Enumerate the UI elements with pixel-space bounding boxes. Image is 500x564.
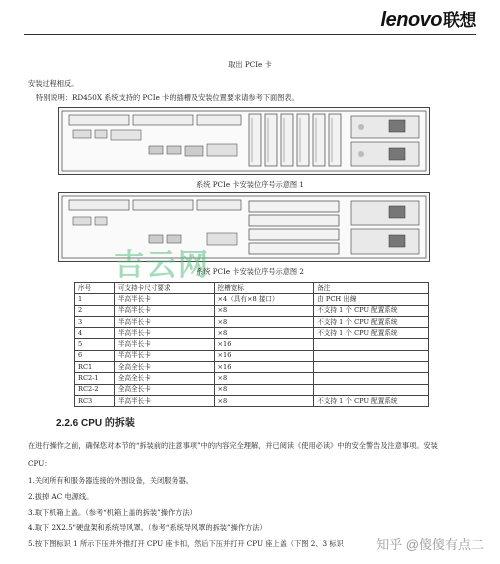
pcie-slot-table [74, 282, 429, 407]
figure2-caption: 系统 PCIe 卡安装位序号示意图 2 [196, 267, 304, 276]
header-cell: 序号 [75, 283, 115, 294]
cell: ×8 [214, 328, 314, 339]
cell [314, 373, 429, 384]
cell: 5 [75, 339, 115, 350]
cell: 6 [75, 350, 115, 361]
cell: 半高半长卡 [114, 328, 214, 339]
cell: 1 [75, 294, 115, 305]
server-rear-diagram-1 [58, 107, 430, 175]
cell: 不支持 1 个 CPU 配置系统 [314, 395, 429, 406]
cell: 全高全长卡 [114, 362, 214, 373]
table-header-row [75, 283, 429, 294]
cell [314, 384, 429, 395]
lenovo-logo: lenovo联想 [380, 9, 476, 31]
cell: 2 [75, 305, 115, 316]
cell: RC2-2 [75, 384, 115, 395]
cell: ×8 [214, 384, 314, 395]
step-3: 3.取下机箱上盖。（参考“机箱上盖的拆装”操作方法） [28, 508, 197, 517]
watermark-text: 吉云网 [114, 249, 210, 282]
cell: 4 [75, 328, 115, 339]
section-title: 取出 PCIe 卡 [228, 60, 272, 69]
cell: RC2-1 [75, 373, 115, 384]
header-rule [24, 34, 476, 35]
cell: 半高半长卡 [114, 395, 214, 406]
header-cell: 可支持卡尺寸要求 [114, 283, 214, 294]
table-row [75, 362, 429, 373]
cell: RC1 [75, 362, 115, 373]
figure1-caption: 系统 PCIe 卡安装位序号示意图 1 [196, 180, 304, 189]
cell: ×8 [214, 373, 314, 384]
cell [314, 339, 429, 350]
table-row [75, 316, 429, 327]
cell: ×8 [214, 316, 314, 327]
section-heading-cpu: 2.2.6 CPU 的拆装 [56, 418, 135, 429]
cell: RC3 [75, 395, 115, 406]
special-note: 特别说明：RD450X 系统支持的 PCIe 卡的插槽及安装位置要求请参考下面图表。 [36, 93, 299, 102]
table-row [75, 350, 429, 361]
cell: 由 PCH 出線 [314, 294, 429, 305]
cell: 半高半长卡 [114, 294, 214, 305]
header-cell: 备注 [314, 283, 429, 294]
table-row [75, 294, 429, 305]
cell: 3 [75, 316, 115, 327]
cell: 不支持 1 个 CPU 配置系统 [314, 305, 429, 316]
cell: ×4（具有×8 接口） [214, 294, 314, 305]
table-row [75, 373, 429, 384]
zhihu-credit: 知乎 @傻傻有点二 [376, 537, 484, 552]
table-row [75, 384, 429, 395]
cell: 半高半长卡 [114, 316, 214, 327]
cell [314, 350, 429, 361]
cell: 全高全长卡 [114, 384, 214, 395]
cell: ×16 [214, 339, 314, 350]
header-cell: 挖槽宽标 [214, 283, 314, 294]
cell: 全高全长卡 [114, 373, 214, 384]
intro-text-line1: 在进行操作之前，确保您对本节的“拆装前的注意事项”中的内容完全理解，并已阅读《使用必读》中的安全警告及注意事项。安装 [28, 441, 438, 450]
intro-text-line2: CPU： [28, 459, 52, 468]
table-row [75, 305, 429, 316]
table-row [75, 395, 429, 406]
cell: 半高半长卡 [114, 339, 214, 350]
cell: 半高半长卡 [114, 350, 214, 361]
cell: 不支持 1 个 CPU 配置系统 [314, 316, 429, 327]
cell: ×16 [214, 350, 314, 361]
cell: ×16 [214, 362, 314, 373]
table-row [75, 328, 429, 339]
cell: 半高半长卡 [114, 305, 214, 316]
table-row [75, 339, 429, 350]
step-2: 2.拔掉 AC 电源线。 [28, 492, 94, 501]
cell: 不支持 1 个 CPU 配置系统 [314, 328, 429, 339]
step-1: 1.关闭所有和服务器连接的外围设备，关闭服务器。 [28, 476, 193, 485]
cell [314, 362, 429, 373]
step-4: 4.取下 2X2.5"硬盘架和系统导风罩。（参考“系统导风罩的拆装”操作方法） [28, 523, 267, 532]
cell: ×8 [214, 305, 314, 316]
cell: ×8 [214, 395, 314, 406]
install-note: 安装过程相反。 [28, 79, 79, 88]
step-5: 5.按下图标识 1 所示下压并外推打开 CPU 座卡扣，然后下压并打开 CPU 座上盖（下图 2、3 标识 [28, 539, 344, 548]
